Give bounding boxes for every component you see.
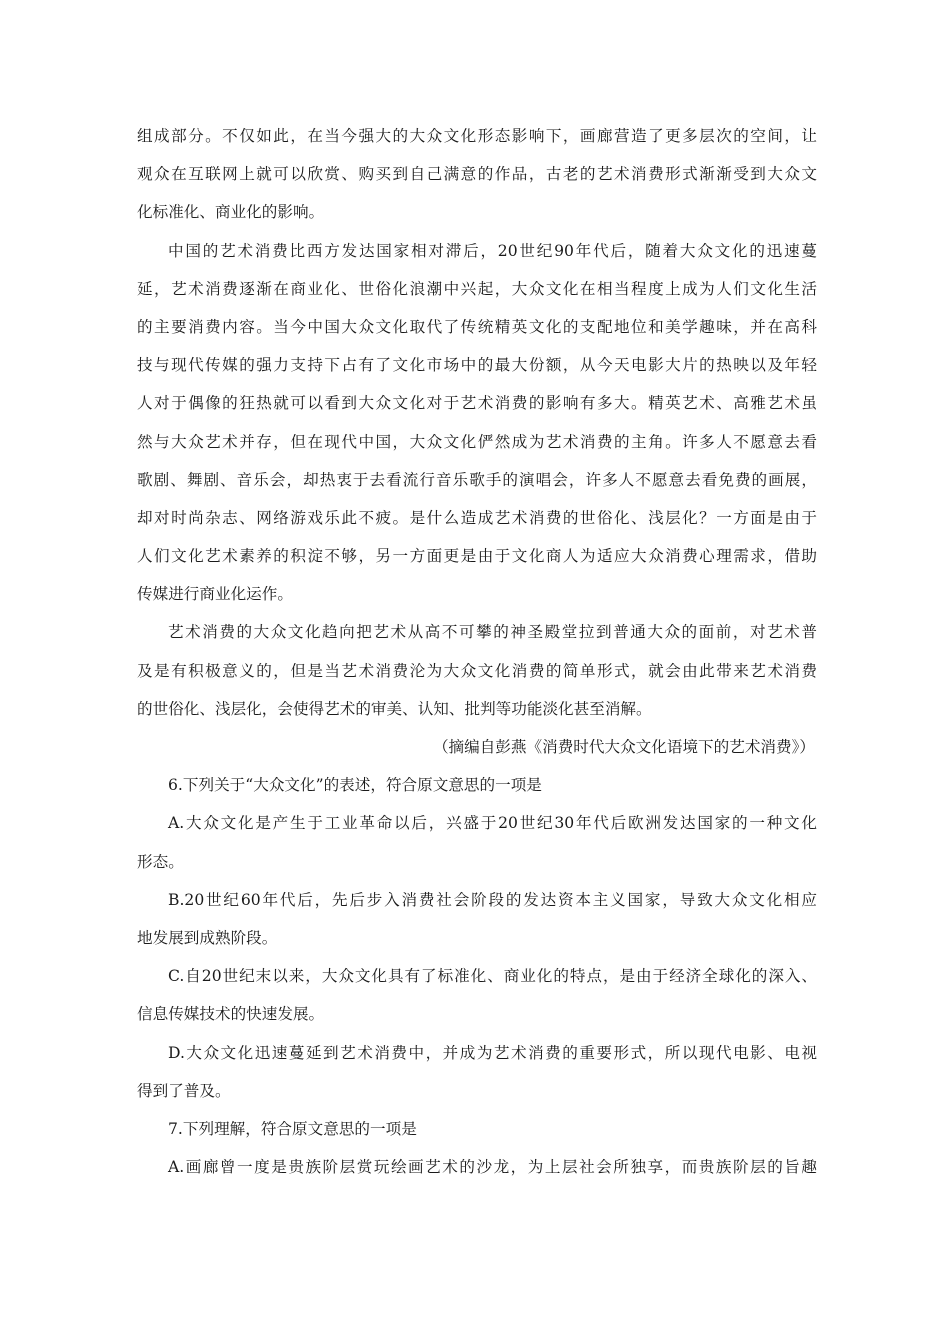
question-6-option-a: A.大众文化是产生于工业革命以后，兴盛于20世纪30年代后欧洲发达国家的一种文化 xyxy=(168,814,817,833)
question-6-option-c-cont: 信息传媒技术的快速发展。 xyxy=(137,1005,325,1024)
text-line: 却对时尚杂志、网络游戏乐此不疲。是什么造成艺术消费的世俗化、浅层化？一方面是由于 xyxy=(137,508,817,527)
text-line: 观众在互联网上就可以欣赏、购买到自己满意的作品，古老的艺术消费形式渐渐受到大众文 xyxy=(137,165,817,184)
question-6-option-c: C.自20世纪末以来，大众文化具有了标准化、商业化的特点，是由于经济全球化的深入、 xyxy=(168,967,817,986)
text-line: 人们文化艺术素养的积淀不够，另一方面更是由于文化商人为适应大众消费心理需求，借助 xyxy=(137,547,817,566)
question-6-option-d-cont: 得到了普及。 xyxy=(137,1081,231,1100)
paragraph-start-line: 艺术消费的大众文化趋向把艺术从高不可攀的神圣殿堂拉到普通大众的面前，对艺术普 xyxy=(168,623,817,642)
text-line: 延，艺术消费逐渐在商业化、世俗化浪潮中兴起，大众文化在相当程度上成为人们文化生活 xyxy=(137,279,817,298)
text-line: 组成部分。不仅如此，在当今强大的大众文化形态影响下，画廊营造了更多层次的空间，让 xyxy=(137,127,817,145)
source-citation: （摘编自彭燕《消费时代大众文化语境下的艺术消费》） xyxy=(432,738,815,756)
text-line: 的世俗化、浅层化，会使得艺术的审美、认知、批判等功能淡化甚至消解。 xyxy=(137,699,652,718)
text-line: 然与大众艺术并存，但在现代中国，大众文化俨然成为艺术消费的主角。许多人不愿意去看 xyxy=(137,432,817,451)
document-page xyxy=(137,117,817,1186)
question-6-option-b: B.20世纪60年代后，先后步入消费社会阶段的发达资本主义国家，导致大众文化相应 xyxy=(168,890,817,909)
question-7-stem: 7.下列理解，符合原文意思的一项是 xyxy=(168,1119,417,1138)
question-6-option-b-cont: 地发展到成熟阶段。 xyxy=(137,928,278,947)
question-7-option-a: A.画廊曾一度是贵族阶层赏玩绘画艺术的沙龙，为上层社会所独享，而贵族阶层的旨趣 xyxy=(168,1158,817,1177)
question-6-option-a-cont: 形态。 xyxy=(137,852,184,871)
text-line: 人对于偶像的狂热就可以看到大众文化对于艺术消费的影响有多大。精英艺术、高雅艺术虽 xyxy=(137,394,817,413)
text-line: 化标准化、商业化的影响。 xyxy=(137,203,325,222)
question-6-stem: 6.下列关于“大众文化”的表述，符合原文意思的一项是 xyxy=(168,776,542,795)
text-line: 歌剧、舞剧、音乐会，却热衷于去看流行音乐歌手的演唱会，许多人不愿意去看免费的画展， xyxy=(137,470,817,489)
paragraph-start-line: 中国的艺术消费比西方发达国家相对滞后，20世纪90年代后，随着大众文化的迅速蔓 xyxy=(168,241,817,260)
text-line: 及是有积极意义的，但是当艺术消费沦为大众文化消费的简单形式，就会由此带来艺术消费 xyxy=(137,661,817,680)
text-line: 传媒进行商业化运作。 xyxy=(137,585,293,604)
text-line: 技与现代传媒的强力支持下占有了文化市场中的最大份额，从今天电影大片的热映以及年轻 xyxy=(137,356,817,375)
question-6-option-d: D.大众文化迅速蔓延到艺术消费中，并成为艺术消费的重要形式，所以现代电影、电视 xyxy=(168,1043,817,1062)
text-line: 的主要消费内容。当今中国大众文化取代了传统精英文化的支配地位和美学趣味，并在高科 xyxy=(137,317,817,336)
